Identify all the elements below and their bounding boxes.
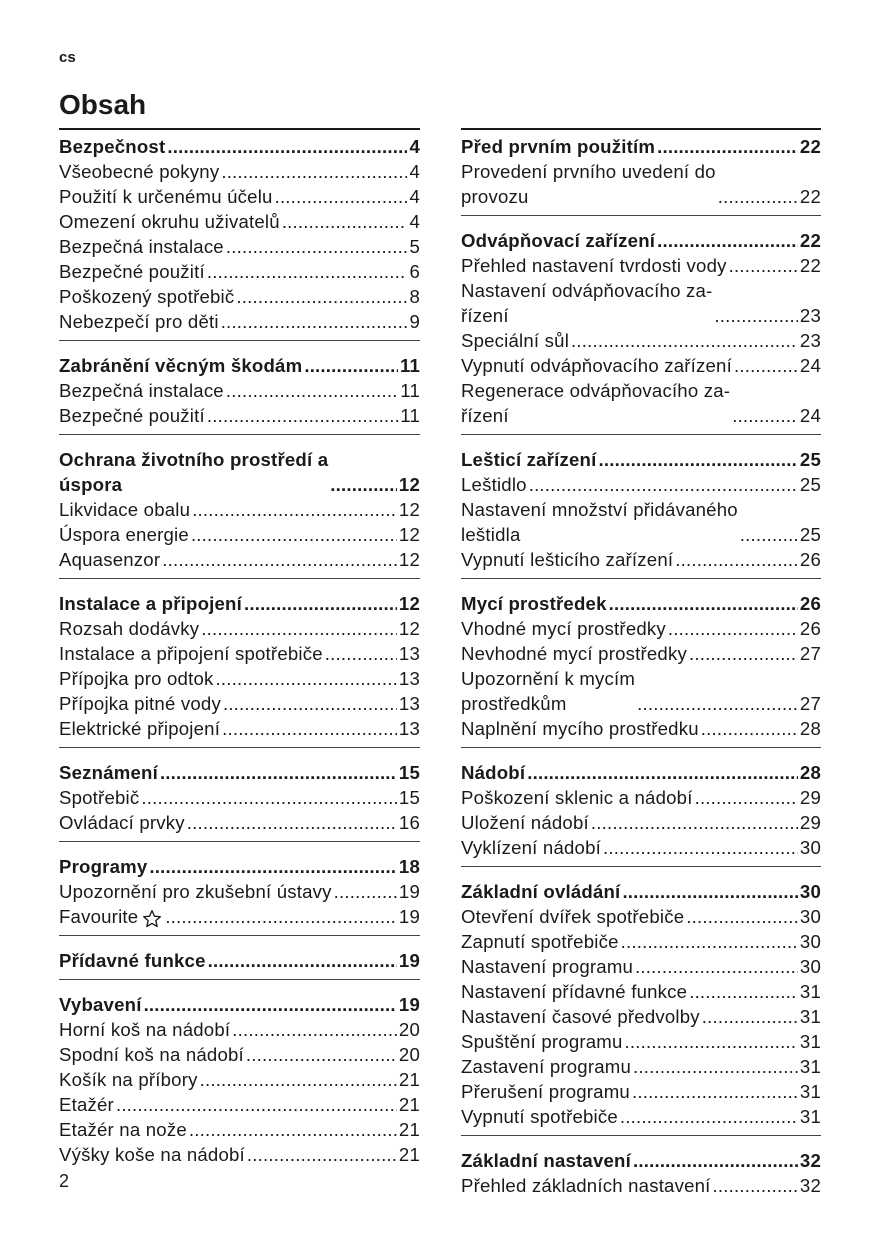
toc-section-pridavne-funkce	[59, 945, 420, 980]
entry-label: Poškození sklenic a nádobí	[461, 787, 693, 808]
toc-section-heading[interactable]	[59, 851, 420, 879]
entry-label: Zapnutí spotřebiče	[461, 931, 619, 952]
page-ref: 24	[799, 355, 821, 376]
entry-label: Nevhodné mycí prostředky	[461, 643, 687, 664]
right-heading-rule	[461, 128, 821, 130]
toc-entry[interactable]	[59, 547, 420, 572]
page-ref: 13	[398, 718, 420, 739]
entry-label: Přípojka pitné vody	[59, 693, 221, 714]
dot-leader	[236, 284, 407, 309]
toc-section-ochrana-zivotniho-prostredi-a-uspora	[59, 444, 420, 579]
entry-label: Spodní koš na nádobí	[59, 1044, 244, 1065]
toc-entry[interactable]	[461, 785, 821, 810]
toc-entry[interactable]	[461, 1079, 821, 1104]
section-title: Seznámení	[59, 762, 158, 783]
entry-label: Naplnění mycího prostředku	[461, 718, 699, 739]
toc-entry[interactable]	[59, 234, 420, 259]
dot-leader	[637, 691, 798, 716]
dot-leader	[282, 209, 408, 234]
dot-leader	[223, 691, 397, 716]
dot-leader	[529, 472, 798, 497]
page-ref: 19	[398, 881, 420, 902]
page-ref: 11	[400, 405, 420, 426]
toc-section-instalace-a-pripojeni	[59, 588, 420, 748]
page-ref: 12	[398, 524, 420, 545]
page-ref: 32	[799, 1150, 821, 1171]
dot-leader	[221, 159, 407, 184]
entry-label: Regenerace odvápňovacího za- řízení	[461, 380, 731, 426]
entry-label: Aquasenzor	[59, 549, 161, 570]
entry-label: Nastavení odvápňovacího za- řízení	[461, 280, 713, 326]
toc-column-right	[461, 131, 821, 1213]
page-ref: 30	[799, 931, 821, 952]
page-number: 2	[59, 1171, 70, 1191]
toc-section-heading[interactable]	[461, 876, 821, 904]
toc-entry[interactable]	[59, 403, 420, 428]
entry-label: Uložení nádobí	[461, 812, 589, 833]
dot-leader	[734, 353, 798, 378]
entry-label: Košík na příbory	[59, 1069, 198, 1090]
dot-leader	[325, 641, 397, 666]
dot-leader	[718, 184, 798, 209]
entry-label: Bezpečná instalace	[59, 236, 224, 257]
entry-label: Použití k určenému účelu	[59, 186, 273, 207]
dot-leader	[740, 522, 798, 547]
toc-entry[interactable]	[59, 1042, 420, 1067]
left-heading-rule	[59, 128, 420, 130]
toc-section-heading[interactable]	[59, 588, 420, 616]
entry-label: Speciální sůl	[461, 330, 570, 351]
toc-entry[interactable]	[461, 929, 821, 954]
entry-label: Nastavení programu	[461, 956, 634, 977]
toc-entry[interactable]	[461, 1104, 821, 1129]
page-ref: 20	[398, 1044, 420, 1065]
page-ref: 31	[799, 1056, 821, 1077]
dot-leader	[200, 1067, 397, 1092]
dot-leader	[149, 854, 397, 879]
page-ref: 26	[799, 593, 821, 614]
toc-entry[interactable]	[461, 378, 821, 428]
toc-entry[interactable]	[59, 904, 420, 929]
section-title: Přídavné funkce	[59, 950, 206, 971]
toc-section-seznameni	[59, 757, 420, 842]
section-title: Vybavení	[59, 994, 142, 1015]
page-ref: 31	[799, 1106, 821, 1127]
page-ref: 11	[399, 355, 420, 376]
page-ref: 18	[398, 856, 420, 877]
entry-label: Ovládací prvky	[59, 812, 185, 833]
entry-label: Poškozený spotřebič	[59, 286, 235, 307]
toc-entry[interactable]	[461, 328, 821, 353]
toc-entry[interactable]	[461, 979, 821, 1004]
dot-leader	[571, 328, 798, 353]
entry-label: Bezpečné použití	[59, 261, 205, 282]
dot-leader	[689, 641, 798, 666]
entry-label: Etažér na nože	[59, 1119, 187, 1140]
toc-section-heading[interactable]	[59, 350, 420, 378]
dot-leader	[207, 403, 398, 428]
dot-leader	[141, 785, 397, 810]
page-ref: 31	[799, 1006, 821, 1027]
toc-section-heading[interactable]	[59, 945, 420, 973]
toc-entry[interactable]	[461, 641, 821, 666]
dot-leader	[232, 1017, 397, 1042]
page-ref: 22	[799, 255, 821, 276]
toc-entry[interactable]	[461, 497, 821, 547]
dot-leader	[334, 879, 397, 904]
page-ref: 21	[398, 1144, 420, 1165]
dot-leader	[732, 403, 798, 428]
page-ref: 19	[398, 906, 420, 927]
toc-entry[interactable]	[59, 209, 420, 234]
entry-label: Upozornění pro zkušební ústavy	[59, 881, 332, 902]
toc-section-zakladni-nastaveni	[461, 1145, 821, 1204]
entry-label: Omezení okruhu uživatelů	[59, 211, 280, 232]
dot-leader	[635, 954, 798, 979]
section-title: Programy	[59, 856, 148, 877]
toc-entry[interactable]	[461, 810, 821, 835]
page-ref: 30	[799, 956, 821, 977]
toc-entry[interactable]	[59, 716, 420, 741]
dot-leader	[657, 228, 798, 253]
dot-leader	[330, 472, 397, 497]
page-title: Obsah	[59, 89, 147, 120]
dot-leader	[527, 760, 798, 785]
dot-leader	[657, 134, 798, 159]
language-code: cs	[59, 49, 76, 66]
dot-leader	[207, 259, 408, 284]
toc-section-heading[interactable]	[461, 1145, 821, 1173]
entry-label: Leštidlo	[461, 474, 527, 495]
dot-leader	[165, 904, 397, 929]
toc-entry[interactable]	[461, 278, 821, 328]
toc-section-heading[interactable]	[59, 444, 420, 497]
entry-label: Nastavení množství přidávaného leštidla	[461, 499, 738, 545]
entry-label: Přehled nastavení tvrdosti vody	[461, 255, 727, 276]
toc-entry[interactable]	[461, 547, 821, 572]
toc-entry[interactable]	[59, 691, 420, 716]
toc-section-heading[interactable]	[461, 588, 821, 616]
entry-label: Instalace a připojení spotřebiče	[59, 643, 323, 664]
toc-entry[interactable]	[461, 1004, 821, 1029]
toc-section-heading[interactable]	[59, 757, 420, 785]
toc-section-programy	[59, 851, 420, 936]
dot-leader	[116, 1092, 397, 1117]
dot-leader	[222, 716, 397, 741]
toc-section-heading[interactable]	[461, 444, 821, 472]
entry-label: Všeobecné pokyny	[59, 161, 220, 182]
dot-leader	[591, 810, 798, 835]
section-title: Základní ovládání	[461, 881, 621, 902]
toc-section-bezpecnost	[59, 131, 420, 341]
page-ref: 13	[398, 643, 420, 664]
toc-section-lestici-zarizeni	[461, 444, 821, 579]
toc-entry[interactable]	[59, 522, 420, 547]
page-ref: 23	[799, 305, 821, 326]
entry-label: Nastavení časové předvolby	[461, 1006, 700, 1027]
page-ref: 16	[398, 812, 420, 833]
toc-column-left	[59, 131, 420, 1182]
toc-entry[interactable]	[59, 1092, 420, 1117]
page-ref: 8	[409, 286, 420, 307]
section-title: Před prvním použitím	[461, 136, 656, 157]
page-ref: 26	[799, 549, 821, 570]
dot-leader	[622, 879, 797, 904]
entry-label: Nastavení přídavné funkce	[461, 981, 688, 1002]
page-ref: 12	[398, 549, 420, 570]
section-title: Mycí prostředek	[461, 593, 607, 614]
page-ref: 4	[409, 211, 420, 232]
section-title: Zabránění věcným škodám	[59, 355, 303, 376]
dot-leader	[208, 948, 397, 973]
toc-section-heading[interactable]	[461, 757, 821, 785]
toc-entry[interactable]	[59, 1117, 420, 1142]
page-ref: 12	[398, 618, 420, 639]
page-ref: 6	[409, 261, 420, 282]
page-ref: 25	[799, 524, 821, 545]
dot-leader	[187, 810, 397, 835]
section-title: Nádobí	[461, 762, 526, 783]
dot-leader	[701, 716, 798, 741]
dot-leader	[625, 1029, 798, 1054]
dot-leader	[689, 979, 798, 1004]
entry-label: Vhodné mycí prostředky	[461, 618, 666, 639]
dot-leader	[675, 547, 798, 572]
toc-section-vybaveni	[59, 989, 420, 1173]
page-ref: 29	[799, 787, 821, 808]
toc-entry[interactable]	[59, 1142, 420, 1167]
toc-entry[interactable]	[59, 879, 420, 904]
section-title: Instalace a připojení	[59, 593, 242, 614]
toc-entry[interactable]	[59, 1017, 420, 1042]
page-ref: 29	[799, 812, 821, 833]
toc-entry[interactable]	[59, 378, 420, 403]
section-title: Bezpečnost	[59, 136, 166, 157]
page-ref: 32	[799, 1175, 821, 1196]
dot-leader	[621, 929, 798, 954]
dot-leader	[244, 591, 397, 616]
page-ref: 21	[398, 1069, 420, 1090]
page-ref: 11	[400, 380, 420, 401]
entry-label: Elektrické připojení	[59, 718, 221, 739]
page-ref: 31	[799, 981, 821, 1002]
page-ref: 4	[409, 136, 420, 157]
toc-section-zabraneni-vecnym-skodam	[59, 350, 420, 435]
toc-entry[interactable]	[59, 284, 420, 309]
toc-entry[interactable]	[461, 253, 821, 278]
page-ref: 21	[398, 1094, 420, 1115]
dot-leader	[275, 184, 408, 209]
page-ref: 12	[398, 474, 420, 495]
toc-entry[interactable]	[59, 1067, 420, 1092]
toc-section-odvapnovaci-zarizeni	[461, 225, 821, 435]
dot-leader	[201, 616, 397, 641]
toc-entry[interactable]	[461, 1173, 821, 1198]
toc-section-heading[interactable]	[461, 131, 821, 159]
page-ref: 22	[799, 136, 821, 157]
toc-entry[interactable]	[461, 472, 821, 497]
page-ref: 25	[799, 449, 821, 470]
page-ref: 20	[398, 1019, 420, 1040]
dot-leader	[633, 1054, 798, 1079]
toc-entry[interactable]	[461, 954, 821, 979]
dot-leader	[714, 303, 798, 328]
entry-label: Přerušení programu	[461, 1081, 630, 1102]
page-ref: 13	[398, 693, 420, 714]
dot-leader	[221, 309, 408, 334]
dot-leader	[191, 522, 397, 547]
dot-leader	[695, 785, 798, 810]
dot-leader	[160, 760, 397, 785]
entry-label: Přehled základních nastavení	[461, 1175, 711, 1196]
entry-label: Úspora energie	[59, 524, 189, 545]
toc-entry[interactable]	[59, 810, 420, 835]
section-title: Lešticí zařízení	[461, 449, 597, 470]
entry-label: Favourite	[59, 906, 139, 927]
toc-entry[interactable]	[59, 497, 420, 522]
toc-entry[interactable]	[461, 716, 821, 741]
toc-entry[interactable]	[461, 353, 821, 378]
dot-leader	[620, 1104, 798, 1129]
entry-label: Výšky koše na nádobí	[59, 1144, 245, 1165]
section-title: Základní nastavení	[461, 1150, 631, 1171]
page-ref: 23	[799, 330, 821, 351]
toc-entry[interactable]	[461, 835, 821, 860]
toc-entry[interactable]	[59, 184, 420, 209]
entry-label: Zastavení programu	[461, 1056, 631, 1077]
page-ref: 28	[799, 762, 821, 783]
toc-entry[interactable]	[59, 259, 420, 284]
page-ref: 12	[398, 499, 420, 520]
dot-leader	[598, 447, 797, 472]
entry-label: Spuštění programu	[461, 1031, 623, 1052]
toc-entry[interactable]	[461, 666, 821, 716]
page-ref: 30	[799, 881, 821, 902]
entry-label: Bezpečná instalace	[59, 380, 224, 401]
page-ref: 31	[799, 1031, 821, 1052]
page-ref: 27	[799, 643, 821, 664]
page-ref: 13	[398, 668, 420, 689]
toc-entry[interactable]	[461, 1054, 821, 1079]
page-ref: 12	[398, 593, 420, 614]
entry-label: Rozsah dodávky	[59, 618, 200, 639]
entry-label: Vyklízení nádobí	[461, 837, 601, 858]
dot-leader	[192, 497, 397, 522]
toc-section-heading[interactable]	[59, 131, 420, 159]
section-title: Ochrana životního prostředí a úspora	[59, 449, 329, 495]
toc-entry[interactable]	[59, 666, 420, 691]
toc-entry[interactable]	[59, 785, 420, 810]
dot-leader	[246, 1042, 397, 1067]
entry-label: Nebezpečí pro děti	[59, 311, 219, 332]
toc-section-heading[interactable]	[59, 989, 420, 1017]
toc-section-heading[interactable]	[461, 225, 821, 253]
toc-entry[interactable]	[461, 1029, 821, 1054]
toc-entry[interactable]	[461, 904, 821, 929]
dot-leader	[729, 253, 798, 278]
entry-label: Likvidace obalu	[59, 499, 191, 520]
dot-leader	[189, 1117, 397, 1142]
page-ref: 21	[398, 1119, 420, 1140]
page-ref: 15	[398, 762, 420, 783]
toc-entry[interactable]	[461, 616, 821, 641]
toc-entry[interactable]	[59, 616, 420, 641]
dot-leader	[304, 353, 398, 378]
page-ref: 19	[398, 950, 420, 971]
page-ref: 30	[799, 837, 821, 858]
dot-leader	[668, 616, 798, 641]
entry-label: Otevření dvířek spotřebiče	[461, 906, 685, 927]
page-ref: 28	[799, 718, 821, 739]
toc-section-zakladni-ovladani	[461, 876, 821, 1136]
toc-entry[interactable]	[59, 309, 420, 334]
toc-section-myci-prostredek	[461, 588, 821, 748]
page-ref: 4	[409, 186, 420, 207]
page-ref: 22	[799, 186, 821, 207]
page-ref: 22	[799, 230, 821, 251]
toc-entry[interactable]	[461, 159, 821, 209]
page-ref: 15	[398, 787, 420, 808]
dot-leader	[713, 1173, 798, 1198]
page-ref: 24	[799, 405, 821, 426]
entry-label: Bezpečné použití	[59, 405, 205, 426]
page-ref: 25	[799, 474, 821, 495]
page-ref: 27	[799, 693, 821, 714]
toc-section-nadobi	[461, 757, 821, 867]
dot-leader	[702, 1004, 798, 1029]
dot-leader	[247, 1142, 397, 1167]
entry-label: Etažér	[59, 1094, 114, 1115]
toc-entry[interactable]	[59, 159, 420, 184]
entry-label: Přípojka pro odtok	[59, 668, 214, 689]
page-ref: 5	[409, 236, 420, 257]
page-ref: 30	[799, 906, 821, 927]
toc-section-pred-prvnim-pouzitim	[461, 131, 821, 216]
entry-label: Provedení prvního uvedení do provozu	[461, 161, 716, 207]
dot-leader	[686, 904, 798, 929]
dot-leader	[633, 1148, 798, 1173]
dot-leader	[162, 547, 397, 572]
entry-label: Vypnutí lešticího zařízení	[461, 549, 674, 570]
page-ref: 26	[799, 618, 821, 639]
dot-leader	[226, 378, 398, 403]
dot-leader	[603, 835, 798, 860]
page-ref: 19	[398, 994, 420, 1015]
page-ref: 4	[409, 161, 420, 182]
entry-label: Spotřebič	[59, 787, 140, 808]
entry-label: Vypnutí odvápňovacího zařízení	[461, 355, 732, 376]
dot-leader	[609, 591, 798, 616]
dot-leader	[226, 234, 408, 259]
star-outline-icon	[141, 909, 163, 929]
section-title: Odvápňovací zařízení	[461, 230, 656, 251]
entry-label: Horní koš na nádobí	[59, 1019, 231, 1040]
page-ref: 9	[409, 311, 420, 332]
dot-leader	[144, 992, 397, 1017]
toc-entry[interactable]	[59, 641, 420, 666]
dot-leader	[216, 666, 397, 691]
entry-label: Upozornění k mycím prostředkům	[461, 668, 636, 714]
dot-leader	[167, 134, 407, 159]
dot-leader	[632, 1079, 798, 1104]
page-ref: 31	[799, 1081, 821, 1102]
entry-label: Vypnutí spotřebiče	[461, 1106, 618, 1127]
